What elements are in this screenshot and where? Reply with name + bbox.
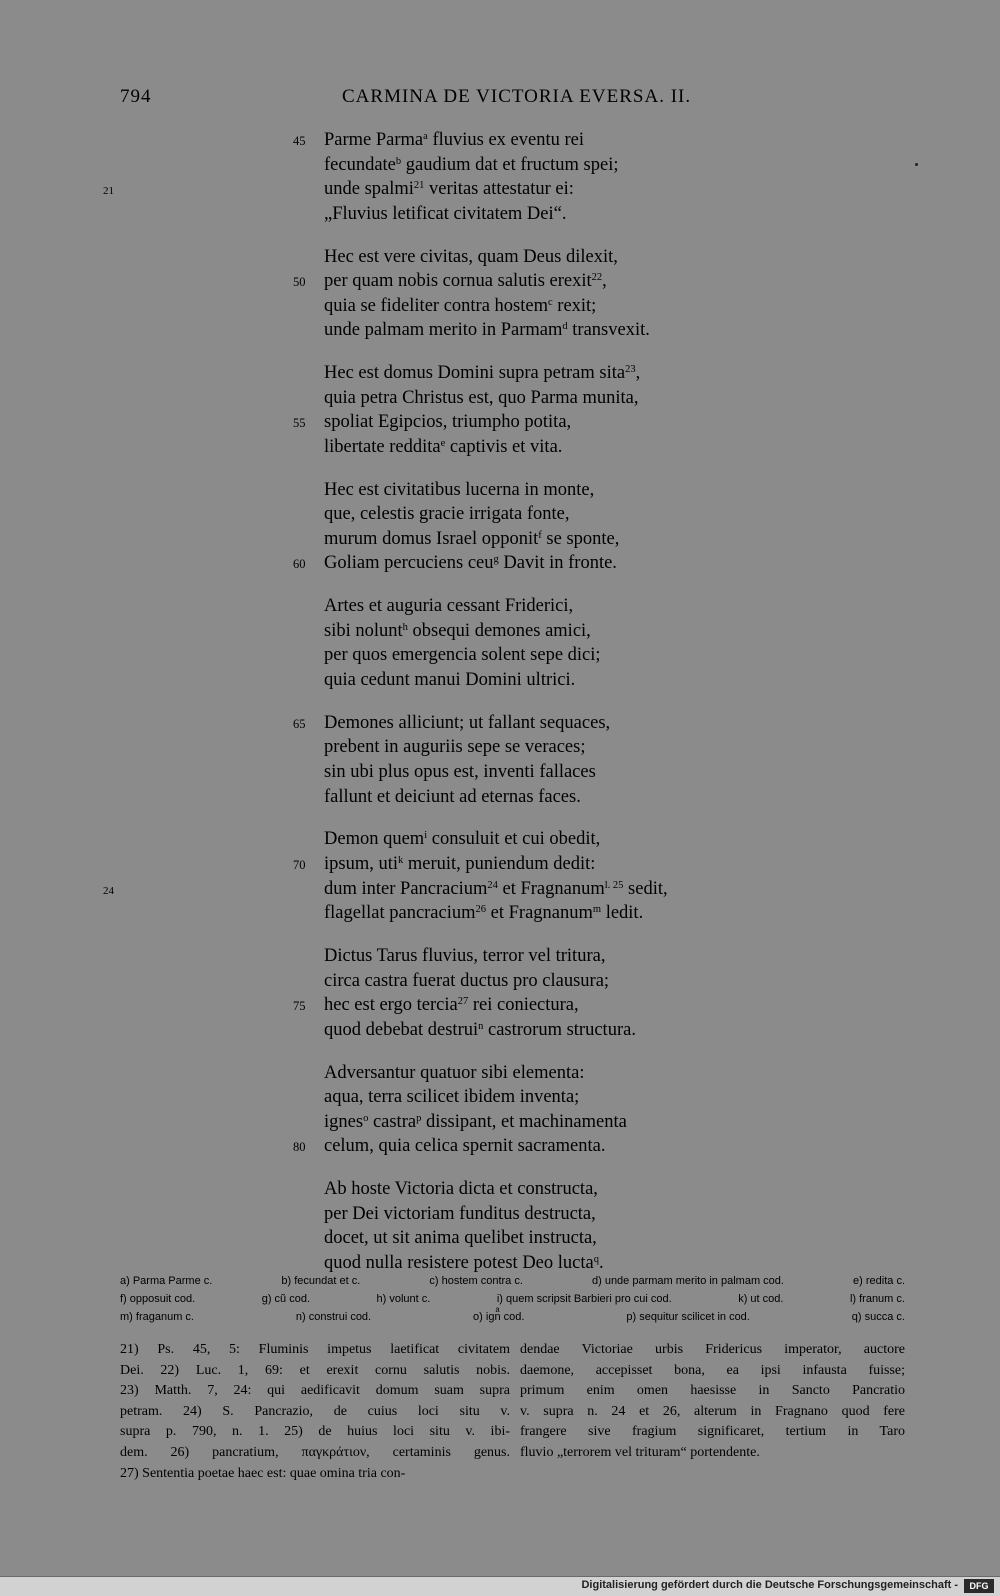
stanza <box>0 1177 1000 1275</box>
apparatus-entry: d) unde parmam merito in palmam cod. <box>591 1275 784 1287</box>
verse-line <box>0 1018 1000 1043</box>
verse-line <box>0 735 1000 760</box>
line-number: 80 <box>293 1140 306 1155</box>
footer-credit: Digitalisierung gefördert durch die Deutsche Forschungsgemeinschaft - <box>581 1579 958 1591</box>
verse-line <box>0 1110 1000 1135</box>
verse-text: Hec est civitatibus lucerna in monte, <box>324 479 595 500</box>
stanza <box>0 944 1000 1042</box>
verse-line <box>0 1085 1000 1110</box>
footnote-marker: n <box>478 1020 484 1032</box>
stanza <box>0 827 1000 925</box>
footnote-marker: 27 <box>457 996 469 1008</box>
verse-line <box>0 785 1000 810</box>
apparatus-entry: h) volunt c. <box>376 1293 431 1305</box>
verse-line <box>0 1177 1000 1202</box>
verse-text: spoliat Egipcios, triumpho potita, <box>324 412 572 433</box>
apparatus-entry: n) construi cod. <box>295 1311 372 1323</box>
verse-text: fecundate$^b$ gaudium dat et fructum spei; <box>324 154 619 175</box>
note-line: 23) Matth. 7, 24: qui aedificavit domum suam supra <box>120 1383 510 1399</box>
verse-text: aqua, terra scilicet ibidem inventa; <box>324 1087 580 1108</box>
footnote-marker: 23 <box>625 364 636 376</box>
footnote-marker: p <box>416 1112 422 1124</box>
verse-line <box>0 594 1000 619</box>
footnote-marker: k <box>398 854 404 866</box>
verse-text: ignes$^o$ castra$^p$ dissipant, et machinamenta <box>324 1111 627 1132</box>
verse-line <box>0 711 1000 736</box>
note-line: 21) Ps. 45, 5: Fluminis impetus laetificat civitatem <box>120 1342 510 1357</box>
apparatus-entry: q) succa c. <box>851 1311 905 1323</box>
verse-text: Demon quem$^i$ consuluit et cui obedit, <box>324 829 601 850</box>
apparatus-entry: c) hostem contra c. <box>429 1275 523 1287</box>
footnote-marker: o <box>363 1112 369 1124</box>
verse-text: circa castra fuerat ductus pro clausura; <box>324 970 610 991</box>
verse-text: libertate reddita$^e$ captivis et vita. <box>324 436 563 457</box>
verse-line <box>0 827 1000 852</box>
verse-text: sibi nolunt$^h$ obsequi demones amici, <box>324 620 591 641</box>
note-line: fluvio „terrorem vel trituram“ portendente. <box>520 1444 760 1460</box>
verse-text: dum inter Pancracium$^{24}$ et Fragnanum$^{l. 25}$ sedit, <box>324 878 668 899</box>
note-line: petram. 24) S. Pancrazio, de cuius loci situ v. <box>120 1403 510 1419</box>
line-number: 55 <box>293 416 306 431</box>
note-line: supra p. 790, n. 1. 25) de huius loci situ v. ibi- <box>120 1424 510 1440</box>
verse-line <box>0 153 1000 178</box>
apparatus-entry: l) franum c. <box>849 1293 905 1305</box>
line-number: 75 <box>293 999 306 1014</box>
footnote-marker: 24 <box>487 879 498 891</box>
verse-line <box>0 294 1000 319</box>
verse-text: flagellat pancracium$^{26}$ et Fragnanum$^m$ ledit. <box>324 903 644 924</box>
verse-text: quia se fideliter contra hostem$^c$ rexit; <box>324 295 597 316</box>
footnote-marker: e <box>440 437 446 449</box>
poem-text <box>0 128 1000 1294</box>
apparatus-entry: g) cũ cod. <box>261 1293 311 1305</box>
page-header <box>0 86 1000 116</box>
margin-note-ref: 24 <box>103 884 114 897</box>
apparatus-entry: f) opposuit cod. <box>120 1293 196 1305</box>
verse-line <box>0 877 1000 902</box>
footnote-marker: m <box>592 904 602 916</box>
note-line: dendae Victoriae urbis Fridericus imperator, auctore <box>520 1342 905 1357</box>
verse-text: celum, quia celica spernit sacramenta. <box>324 1136 606 1157</box>
note-line: primum enim omen haesisse in Sancto Pancratio <box>520 1383 905 1399</box>
note-line: dem. 26) pancratium, παγκράτιον, certaminis genus. <box>120 1444 510 1460</box>
footnote-marker: i <box>424 830 428 842</box>
verse-line <box>0 318 1000 343</box>
commentary-notes-right <box>520 1340 905 1464</box>
verse-text: Goliam percuciens ceu$^g$ Davit in fronte. <box>324 553 617 574</box>
verse-text: per quam nobis cornua salutis erexit$^{22}$, <box>324 271 607 292</box>
stanza <box>0 478 1000 576</box>
verse-text: per quos emergencia solent sepe dici; <box>324 645 601 666</box>
footnote-marker: 26 <box>475 904 487 916</box>
line-number: 70 <box>293 857 306 872</box>
verse-text: quia petra Christus est, quo Parma munita, <box>324 387 639 408</box>
verse-line <box>0 410 1000 435</box>
footnote-marker: q <box>593 1253 599 1265</box>
running-title: CARMINA DE VICTORIA EVERSA. II. <box>342 86 692 107</box>
note-line: frangere sive fragium significaret, tertium in Taro <box>520 1424 905 1440</box>
verse-text: murum domus Israel opponit$^f$ se sponte, <box>324 528 620 549</box>
verse-line <box>0 435 1000 460</box>
digitization-footer <box>0 1576 1000 1596</box>
margin-note-ref: 21 <box>103 185 114 198</box>
footnote-marker: h <box>402 621 408 633</box>
note-line: Dei. 22) Luc. 1, 69: et erexit cornu salutis nobis. <box>120 1362 510 1378</box>
footnote-marker: a <box>423 131 428 142</box>
verse-line <box>0 361 1000 386</box>
dfg-logo: DFG <box>964 1579 994 1593</box>
verse-line <box>0 1061 1000 1086</box>
verse-line <box>0 478 1000 503</box>
verse-line <box>0 852 1000 877</box>
verse-text: „Fluvius letificat civitatem Dei“. <box>324 203 567 224</box>
verse-text: Ab hoste Victoria dicta et constructa, <box>324 1179 598 1200</box>
stanza <box>0 128 1000 226</box>
line-number: 65 <box>293 716 306 731</box>
apparatus-entry: a) Parma Parme c. <box>120 1275 213 1287</box>
apparatus-entry: e) redita c. <box>853 1275 905 1287</box>
verse-line <box>0 619 1000 644</box>
critical-apparatus <box>120 1272 905 1326</box>
verse-text: quod debebat destrui$^n$ castrorum structura. <box>324 1019 636 1040</box>
apparatus-line <box>120 1272 905 1290</box>
verse-text: hec est ergo tercia$^{27}$ rei coniectura, <box>324 995 579 1016</box>
verse-text: docet, ut sit anima quelibet instructa, <box>324 1228 597 1249</box>
verse-text: quod nulla resistere potest Deo lucta$^q$. <box>324 1252 604 1273</box>
verse-text: Dictus Tarus fluvius, terror vel tritura, <box>324 945 606 966</box>
verse-text: sin ubi plus opus est, inventi fallaces <box>324 762 596 782</box>
verse-line <box>0 527 1000 552</box>
apparatus-entry: m) fraganum c. <box>120 1311 194 1323</box>
verse-line <box>0 668 1000 693</box>
verse-text: ipsum, uti$^k$ meruit, puniendum dedit: <box>324 853 596 874</box>
apparatus-entry: p) sequitur scilicet in cod. <box>626 1311 750 1323</box>
verse-line <box>0 502 1000 527</box>
verse-text: unde spalmi$^{21}$ veritas attestatur ei: <box>324 179 574 200</box>
apparatus-line <box>120 1308 905 1326</box>
verse-text: fallunt et deiciunt ad eternas faces. <box>324 786 581 807</box>
verse-text: quia cedunt manui Domini ultrici. <box>324 670 576 691</box>
verse-text: Demones alliciunt; ut fallant sequaces, <box>324 712 611 733</box>
stanza <box>0 711 1000 809</box>
apparatus-entry: i) quem scripsit Barbieri pro cui cod. <box>496 1293 672 1305</box>
footnote-marker: d <box>562 321 568 333</box>
note-line: v. supra n. 24 et 26, alterum in Fragnano quod fere <box>520 1403 905 1419</box>
stanza <box>0 594 1000 692</box>
note-line: 27) Sententia poetae haec est: quae omina tria con- <box>120 1465 406 1481</box>
verse-line <box>0 386 1000 411</box>
verse-text: per Dei victoriam funditus destructa, <box>324 1203 596 1224</box>
verse-line <box>0 245 1000 270</box>
footnote-marker: f <box>538 529 542 541</box>
verse-text: unde palmam merito in Parmam$^d$ transvexit. <box>324 320 650 341</box>
verse-line <box>0 901 1000 926</box>
stanza <box>0 361 1000 459</box>
verse-line <box>0 969 1000 994</box>
apparatus-entry: k) ut cod. <box>738 1293 784 1305</box>
footnote-marker: c <box>547 296 553 308</box>
verse-text: prebent in auguriis sepe se veraces; <box>324 737 586 758</box>
footnote-marker: 21 <box>413 180 425 192</box>
commentary-notes-left <box>120 1340 510 1484</box>
apparatus-entry: b) fecundat et c. <box>281 1275 361 1287</box>
footnote-marker: b <box>395 155 402 167</box>
verse-line <box>0 128 1000 153</box>
footnote-marker: l. 25 <box>604 879 624 891</box>
line-number: 45 <box>293 134 306 148</box>
verse-line <box>0 269 1000 294</box>
verse-line <box>0 1134 1000 1159</box>
verse-text: Hec est vere civitas, quam Deus dilexit, <box>324 246 618 267</box>
line-number: 50 <box>293 275 306 290</box>
verse-line <box>0 177 1000 202</box>
page-number: 794 <box>120 86 152 107</box>
stanza <box>0 245 1000 343</box>
footnote-marker: g <box>493 554 499 566</box>
verse-line <box>0 944 1000 969</box>
stanza <box>0 1061 1000 1159</box>
verse-line <box>0 551 1000 576</box>
verse-line <box>0 1202 1000 1227</box>
line-number: 60 <box>293 557 306 572</box>
apparatus-line <box>120 1290 905 1308</box>
footnote-marker: 22 <box>591 272 603 284</box>
verse-line <box>0 760 1000 785</box>
apparatus-entry: o) ignͣ cod. <box>473 1311 525 1323</box>
verse-text: Hec est domus Domini supra petram sita$^{23}$, <box>324 363 641 384</box>
verse-text: que, celestis gracie irrigata fonte, <box>324 504 570 525</box>
verse-text: Parme Parma$^a$ fluvius ex eventu rei <box>324 130 585 150</box>
note-line: daemone, accepisset bona, ea ipsi infausta fuisse; <box>520 1362 905 1378</box>
verse-line <box>0 643 1000 668</box>
verse-text: Adversantur quatuor sibi elementa: <box>324 1062 585 1083</box>
verse-line <box>0 202 1000 227</box>
verse-line <box>0 993 1000 1018</box>
verse-line <box>0 1226 1000 1251</box>
verse-text: Artes et auguria cessant Friderici, <box>324 596 574 617</box>
